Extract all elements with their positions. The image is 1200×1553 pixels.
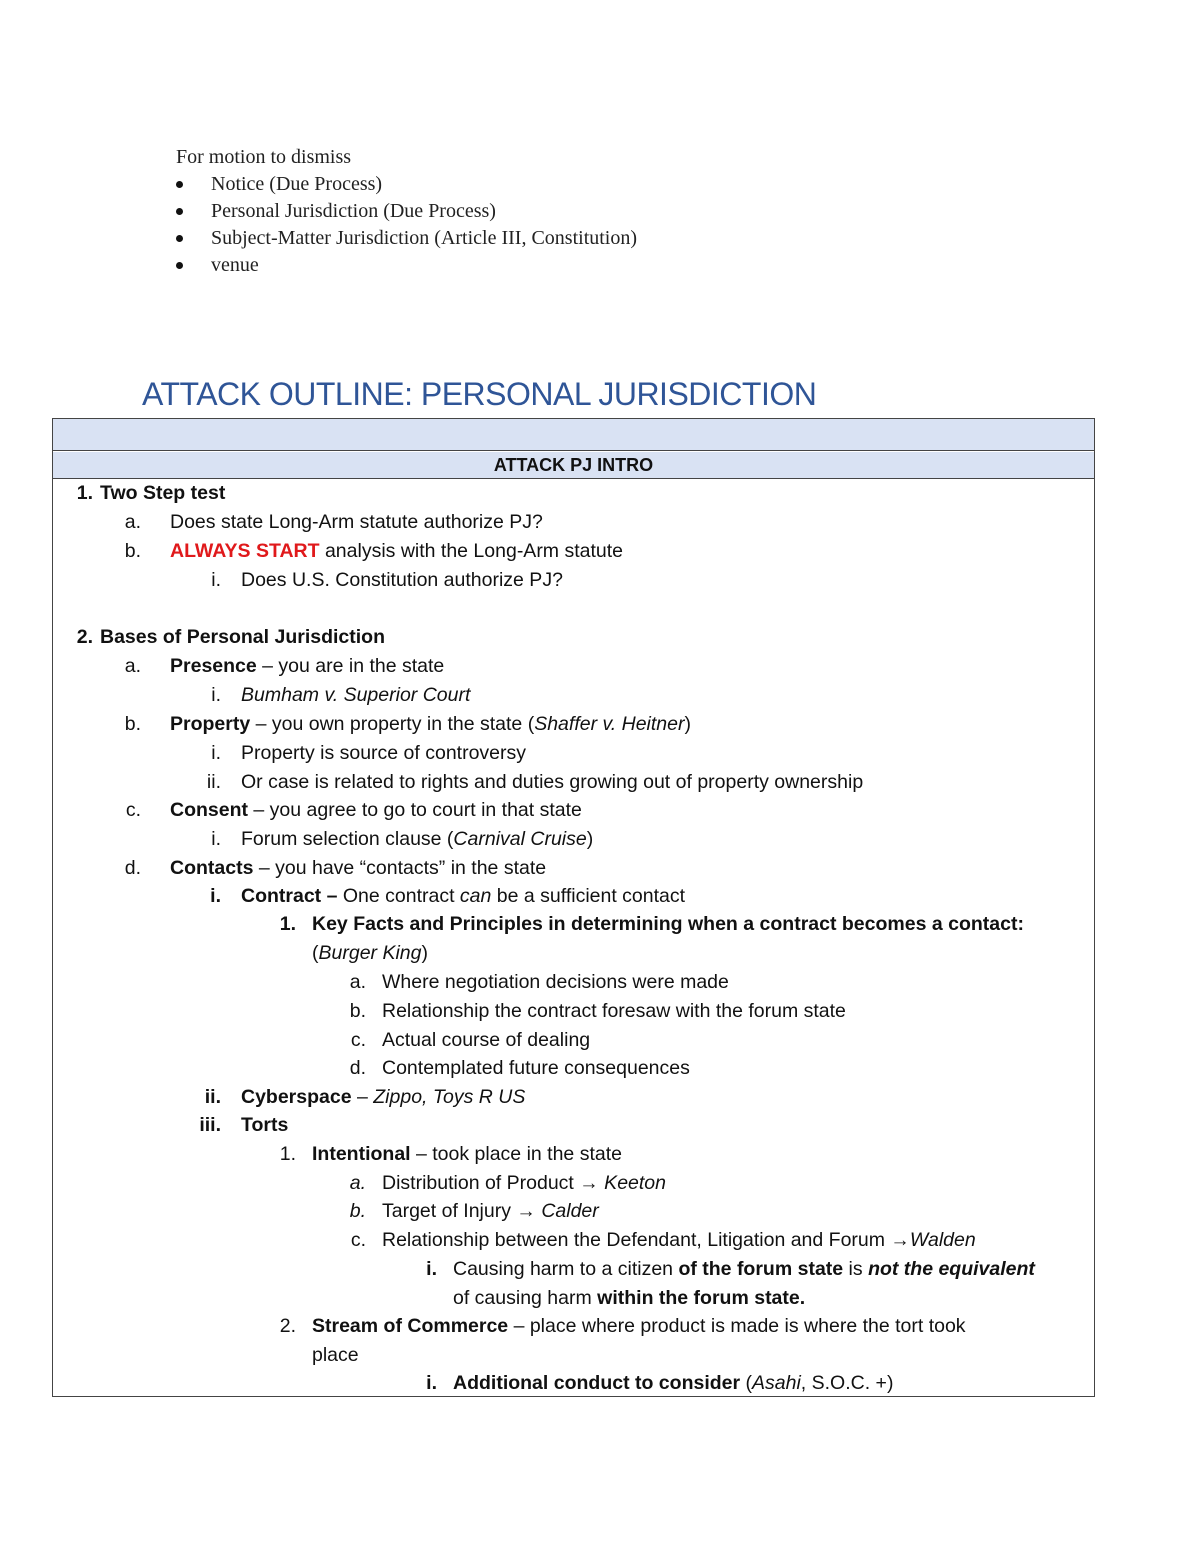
intro-bullet-list (176, 171, 637, 279)
arrow-right-icon: → (579, 1172, 599, 1194)
intro-title: For motion to dismiss (176, 146, 352, 168)
list-item: venue (176, 252, 637, 279)
intro-section (176, 144, 637, 279)
bullet-icon (176, 208, 183, 215)
list-item: Notice (Due Process) (176, 171, 637, 198)
bullet-icon (176, 181, 183, 188)
list-item: Personal Jurisdiction (Due Process) (176, 198, 637, 225)
arrow-right-icon: → (516, 1200, 536, 1222)
table-header-band (53, 419, 1094, 451)
page-title: ATTACK OUTLINE: PERSONAL JURISDICTION (142, 376, 817, 412)
list-item: Subject-Matter Jurisdiction (Article III, Constitution) (176, 225, 637, 252)
outline-table: ATTACK PJ INTRO 1. Two Step test a. Does state Long-Arm statute authorize PJ? b. ALWAYS START analysis with the Long-Arm statute i. Does U.S. Constitution authorize PJ? 2. Bases of Personal Jurisdiction a. Presence – you are in the state i. Bumham v. Superior Court b. Property – you own property in the state (Shaffer v. Heitner) i. Property is source of controversy ii. Or case is related to rights and duties growing out of property ownership c. Consent – you agree to go to court in that state i. Forum selection clause (Carnival Cruise) d. Contacts – you have “contacts” in the state i. Contract – One contract can be a sufficient contact 1. Key Facts and Principles in determining when a contract becomes a contact: (Burger King) a. Where negotiation decisions were made b. Relationship the contract foresaw with the forum state c. Actual course of dealing d. Contemplated future consequences ii. Cyberspace – Zippo, Toys R US iii. Torts 1. Intentional – took place in the state a. Distribution of Product → Keeton b. Target of Injury → Calder c. Relationship between the Defendant, Litigation and Forum →Walden i. Causing harm to a citizen of the forum state is not the equivalent of causing harm within the forum state. 2. Stream of Commerce – place where product is made is where the tort took place i. Additional conduct to consider (Asahi, S.O.C. +) (52, 418, 1095, 1397)
bullet-icon (176, 262, 183, 269)
bullet-icon (176, 235, 183, 242)
arrow-right-icon: → (890, 1229, 910, 1251)
table-section-title: ATTACK PJ INTRO (53, 452, 1094, 479)
